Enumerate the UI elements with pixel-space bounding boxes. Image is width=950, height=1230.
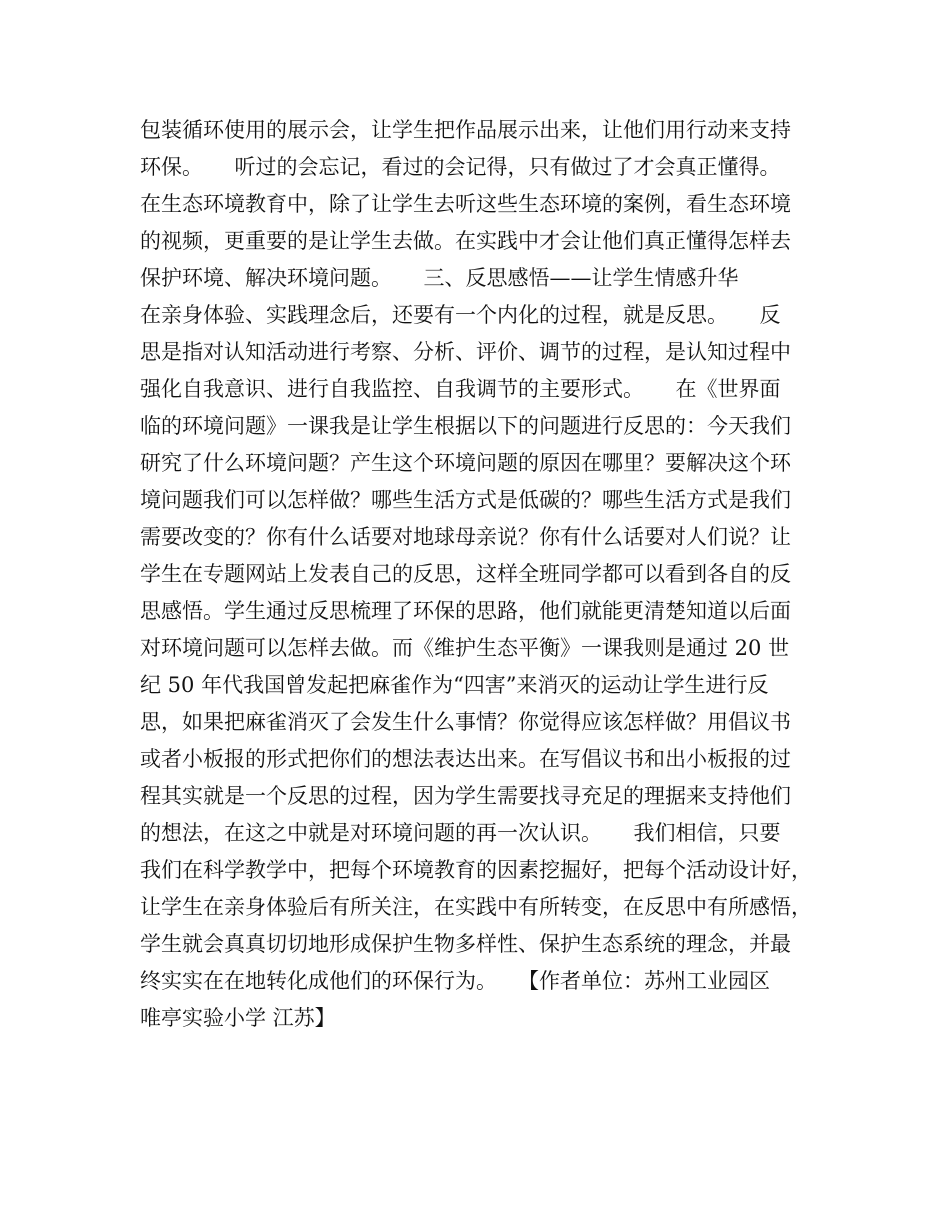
text-line: 在生态环境教育中，除了让学生去听这些生态环境的案例，看生态环境: [140, 192, 791, 216]
text-line: 我们在科学教学中，把每个环境教育的因素挖掘好，把每个活动设计好，: [140, 858, 812, 882]
text-line: 思，如果把麻雀消灭了会发生什么事情？你觉得应该怎样做？用倡议书: [140, 710, 791, 734]
text-line: 或者小板报的形式把你们的想法表达出来。在写倡议书和出小板报的过: [140, 747, 791, 771]
text-line: 思是指对认知活动进行考察、分析、评价、调节的过程，是认知过程中: [140, 340, 791, 364]
text-line: 终实实在在地转化成他们的环保行为。 【作者单位：苏州工业园区: [140, 969, 770, 993]
text-line: 对环境问题可以怎样去做。而《维护生态平衡》一课我则是通过 20 世: [140, 636, 790, 660]
text-line: 临的环境问题》一课我是让学生根据以下的问题进行反思的：今天我们: [140, 414, 791, 438]
text-line: 唯亭实验小学 江苏】: [140, 1006, 336, 1030]
text-line: 程其实就是一个反思的过程，因为学生需要找寻充足的理据来支持他们: [140, 784, 791, 808]
text-line: 包装循环使用的展示会，让学生把作品展示出来，让他们用行动来支持: [140, 118, 791, 142]
text-line: 的视频，更重要的是让学生去做。在实践中才会让他们真正懂得怎样去: [140, 229, 791, 253]
text-line: 境问题我们可以怎样做？哪些生活方式是低碳的？哪些生活方式是我们: [140, 488, 791, 512]
text-line: 在亲身体验、实践理念后，还要有一个内化的过程，就是反思。 反: [140, 303, 781, 327]
text-line: 环保。 听过的会忘记，看过的会记得，只有做过了才会真正懂得。: [140, 155, 781, 179]
text-line: 学生就会真真切切地形成保护生物多样性、保护生态系统的理念，并最: [140, 932, 791, 956]
text-line: 思感悟。学生通过反思梳理了环保的思路，他们就能更清楚知道以后面: [140, 599, 791, 623]
body-text: [140, 112, 830, 1037]
text-line: 保护环境、解决环境问题。 三、反思感悟——让学生情感升华: [140, 266, 739, 290]
text-line: 纪 50 年代我国曾发起把麻雀作为“四害”来消灭的运动让学生进行反: [140, 673, 769, 697]
text-line: 强化自我意识、进行自我监控、自我调节的主要形式。 在《世界面: [140, 377, 781, 401]
text-line: 的想法，在这之中就是对环境问题的再一次认识。 我们相信，只要: [140, 821, 781, 845]
text-line: 需要改变的？你有什么话要对地球母亲说？你有什么话要对人们说？让: [140, 525, 791, 549]
text-line: 让学生在亲身体验后有所关注，在实践中有所转变，在反思中有所感悟，: [140, 895, 812, 919]
text-line: 研究了什么环境问题？产生这个环境问题的原因在哪里？要解决这个环: [140, 451, 791, 475]
text-line: 学生在专题网站上发表自己的反思，这样全班同学都可以看到各自的反: [140, 562, 791, 586]
